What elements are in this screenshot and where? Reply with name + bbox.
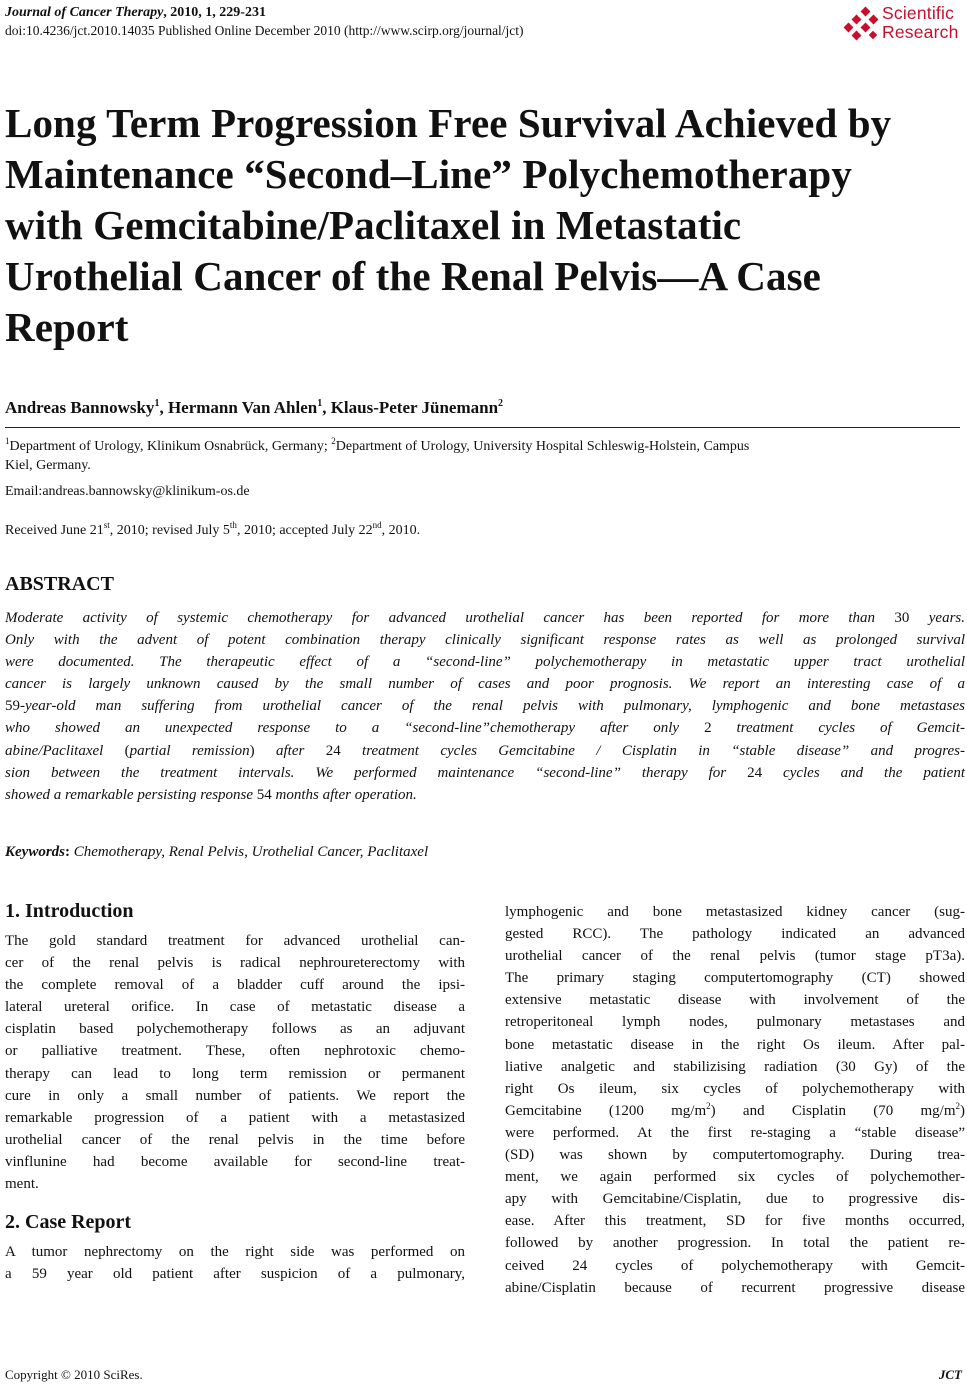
abstract-line: sion between the treatment intervals. We performed maintenance “second-line” therapy for 24 cycles and the patient [5, 764, 965, 781]
scientific-research-logo-icon [842, 5, 882, 45]
body-line: (SD) was shown by computertomography. During trea- [505, 1147, 965, 1164]
publisher-logo [840, 3, 962, 47]
author-list [5, 397, 960, 419]
section-heading-case-report: 2. Case Report [5, 1211, 132, 1234]
body-line: ment. [5, 1176, 39, 1193]
abstract-line: Only with the advent of potent combination therapy clinically significant response rates as well as prolonged survival [5, 632, 965, 649]
body-line: gested RCC). The pathology indicated an advanced [505, 926, 965, 943]
doi-line: doi:10.4236/jct.2010.14035 Published Online December 2010 (http://www.scirp.org/journal/jct) [5, 23, 524, 38]
body-line: followed by another progression. In total the patient re- [505, 1235, 965, 1252]
keywords [5, 842, 428, 862]
body-line: remarkable progression of a patient with a metastasized [5, 1109, 465, 1126]
journal-abbreviation: JCT [938, 1367, 962, 1382]
body-line: urothelial cancer of the renal pelvis in the time before [5, 1131, 465, 1148]
page-header [5, 3, 962, 47]
title-line: Urothelial Cancer of the Renal Pelvis—A Case [5, 253, 821, 299]
body-line: retroperitoneal lymph nodes, pulmonary metastases and [505, 1014, 965, 1031]
title-line: Long Term Progression Free Survival Achieved by [5, 100, 892, 146]
body-line: ment, we again performed six cycles of polychemother- [505, 1169, 965, 1186]
article-title [5, 98, 965, 353]
body-line: abine/Cisplatin because of recurrent progressive disease [505, 1279, 965, 1296]
body-line: or palliative treatment. These, often nephrotoxic chemo- [5, 1043, 465, 1060]
abstract-line: cancer is largely unknown caused by the small number of cases and poor prognosis. We report an interesting case of a [5, 676, 965, 693]
affiliation-line: Kiel, Germany. [5, 458, 91, 473]
affiliations [5, 437, 965, 475]
keywords-label: Keywords [5, 844, 65, 860]
case-report-paragraph [5, 1241, 465, 1285]
abstract-line: abine/Paclitaxel (partial remission) after 24 treatment cycles Gemcitabine / Cisplatin in “stable disease” and progres- [5, 742, 965, 759]
abstract-heading: ABSTRACT [5, 573, 114, 595]
affiliation-text: Department of Urology, University Hospital Schleswig-Holstein, Campus [335, 439, 750, 454]
body-line: cure in only a small number of patients. We report the [5, 1087, 465, 1104]
right-column [505, 901, 965, 1299]
journal-name: Journal of Cancer Therapy [5, 5, 164, 20]
author-name: , Hermann Van Ahlen [159, 398, 318, 417]
body-line: ceived 24 cycles of polychemotherapy with Gemcit- [505, 1257, 965, 1274]
corresponding-email[interactable]: Email:andreas.bannowsky@klinikum-os.de [5, 484, 250, 499]
journal-citation [5, 3, 962, 22]
date-suffix: th [229, 520, 237, 530]
body-line: cisplatin based polychemotherapy follows as an adjuvant [5, 1021, 465, 1038]
title-line: Report [5, 304, 129, 350]
abstract-line: Moderate activity of systemic chemotherapy for advanced urothelial cancer has been reported for more than 30 years. [5, 610, 965, 626]
received-text: , 2010; accepted July 22 [236, 523, 373, 538]
introduction-paragraph [5, 930, 465, 1195]
body-line: the complete removal of a bladder cuff around the ipsi- [5, 977, 465, 994]
body-line: Gemcitabine (1200 $mg/m^2$) and Cisplatin (70 $mg/m^2$) [505, 1100, 965, 1119]
body-line: lateral ureteral orifice. In case of metastatic disease a [5, 999, 465, 1016]
body-line: A tumor nephrectomy on the right side was performed on [5, 1244, 465, 1261]
affiliation-mark: 1 [5, 436, 10, 446]
affiliation-line [5, 437, 965, 456]
body-line: urothelial cancer of the renal pelvis (tumor stage pT3a). [505, 948, 965, 965]
left-column [5, 898, 465, 1285]
abstract-line: who showed an unexpected response to a “second-line”chemotherapy after only 2 treatment cycles of Gemcit- [5, 720, 965, 737]
logo-text-scientific: Scientific [882, 3, 955, 23]
body-line: were performed. At the first re-staging a “stable disease” [505, 1124, 965, 1141]
author-divider [5, 427, 960, 428]
abstract-body [5, 607, 965, 806]
affiliation-mark: 2 [331, 436, 336, 446]
body-line: cer of the renal pelvis is radical nephroureterectomy with [5, 955, 465, 972]
journal-volume-pages: , 2010, 1, 229-231 [163, 5, 266, 20]
title-line: Maintenance “Second–Line” Polychemotherapy [5, 151, 852, 197]
abstract-line: were documented. The therapeutic effect of a “second-line” polychemotherapy in metastatic upper tract urothelial [5, 654, 965, 671]
body-line: bone metastatic disease in the right Os ileum. After pal- [505, 1036, 965, 1053]
title-line: with Gemcitabine/Paclitaxel in Metastatic [5, 202, 742, 248]
date-suffix: nd [372, 520, 382, 530]
body-line: extensive metastatic disease with involvement of the [505, 992, 965, 1009]
body-line: The primary staging computertomography (CT) showed [505, 970, 965, 987]
author-name: , Klaus-Peter Jünemann [322, 398, 499, 417]
author-affiliation-mark: 2 [498, 398, 504, 409]
copyright-notice: Copyright © 2010 SciRes. [5, 1367, 143, 1382]
abstract-line: 59-year-old man suffering from urothelial cancer of the renal pelvis with pulmonary, lymphogenic and bone metastases [5, 698, 965, 715]
date-suffix: st [103, 520, 110, 530]
received-text: , 2010. [381, 523, 421, 538]
body-line: right Os ileum, six cycles of polychemotherapy with [505, 1080, 965, 1097]
body-line: liative analgetic and stabilizising radiation (30 Gy) of the [505, 1058, 965, 1075]
page-footer [5, 1366, 962, 1384]
body-line: vinflunine had become available for second-line treat- [5, 1153, 465, 1170]
received-dates [5, 522, 420, 540]
keywords-value: Chemotherapy, Renal Pelvis, Urothelial Cancer, Paclitaxel [73, 844, 429, 860]
body-line: a 59 year old patient after suspicion of a pulmonary, [5, 1266, 465, 1283]
body-line: lymphogenic and bone metastasized kidney cancer (sug- [505, 904, 965, 920]
body-line: The gold standard treatment for advanced urothelial can- [5, 933, 465, 949]
logo-text-research: Research [882, 22, 959, 42]
body-line: therapy can lead to long term remission or permanent [5, 1065, 465, 1082]
affiliation-text: Department of Urology, Klinikum Osnabrück, Germany; [9, 439, 332, 454]
body-line: apy with Gemcitabine/Cisplatin, due to progressive dis- [505, 1191, 965, 1208]
author-affiliation-mark: 1 [154, 398, 160, 409]
author-affiliation-mark: 1 [317, 398, 323, 409]
received-text: Received June 21 [5, 523, 104, 538]
abstract-line: showed a remarkable persisting response 54 months after operation. [5, 786, 417, 803]
logo-text [882, 4, 959, 42]
body-line: ease. After this treatment, SD for five months occurred, [505, 1213, 965, 1230]
section-heading-introduction: 1. Introduction [5, 900, 134, 922]
keywords-colon: : [65, 844, 74, 860]
received-text: , 2010; revised July 5 [109, 523, 230, 538]
author-name: Andreas Bannowsky [5, 398, 155, 417]
